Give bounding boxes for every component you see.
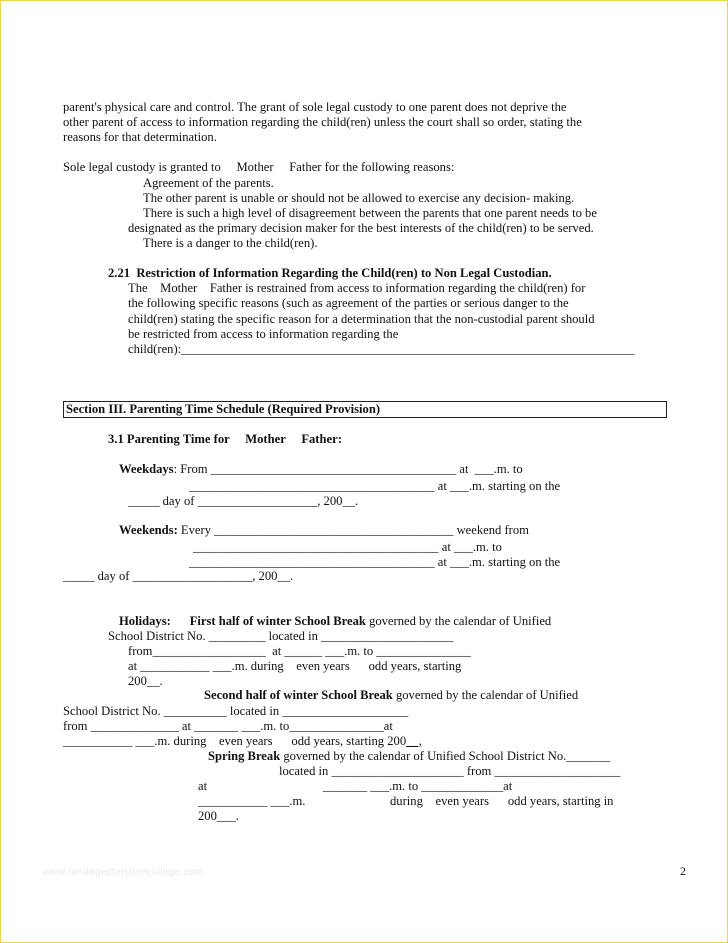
section-2-21-line: child(ren):________________________________________________________________________ <box>128 342 635 356</box>
weekdays-line-3: _____ day of ___________________, 200__. <box>128 494 359 508</box>
intro-line-3: reasons for that determination. <box>63 130 217 144</box>
weekends-line-1: Weekends: Every ______________________________________ weekend from <box>119 523 529 537</box>
winter1-line: at ___________ ___.m. during even years odd years, starting <box>128 659 462 673</box>
winter2-line: from ______________ at _______ ___.m. to_______________at <box>63 719 393 733</box>
section-3-title-box <box>63 401 667 418</box>
winter2-line: ___________ ___.m. during even years odd years, starting 200__, <box>63 734 422 748</box>
weekends-line-4: _____ day of ___________________, 200__. <box>63 569 294 583</box>
winter1-line: 200__. <box>128 674 163 688</box>
weekdays-label: Weekdays <box>119 462 174 476</box>
intro-line-2: other parent of access to information regarding the child(ren) unless the court shall so order, stating the <box>63 115 582 129</box>
reason-item: The other parent is unable or should not be allowed to exercise any decision- making. <box>143 191 575 205</box>
winter2-heading-line: Second half of winter School Break governed by the calendar of Unified <box>204 688 579 702</box>
section-2-21-line: child(ren) stating the specific reason for a determination that the non-custodial parent should <box>128 312 595 326</box>
section-3-1-heading: 3.1 Parenting Time for Mother Father: <box>108 432 342 446</box>
holidays-label: Holidays: <box>119 614 171 628</box>
winter1-line: from__________________ at ______ ___.m. to _______________ <box>128 644 471 658</box>
winter2-line: School District No. __________ located in ____________________ <box>63 704 409 718</box>
section-2-21-line: The Mother Father is restrained from access to information regarding the child(ren) for <box>128 281 586 295</box>
reason-item: There is such a high level of disagreement between the parents that one parent needs to be <box>143 206 597 220</box>
spring-heading-line: Spring Break governed by the calendar of Unified School District No._______ <box>208 749 611 763</box>
spring-line: 200___. <box>198 809 239 823</box>
winter-second-half-label: Second half of winter School Break <box>204 688 393 702</box>
spring-line: _______ ___.m. to _____________at <box>323 779 513 793</box>
holidays-line: Holidays: First half of winter School Break governed by the calendar of Unified <box>119 614 552 628</box>
spring-line: ___________ ___.m. <box>198 794 306 808</box>
spring-break-label: Spring Break <box>208 749 281 763</box>
weekends-line-3: _______________________________________ at ___.m. starting on the <box>189 555 561 569</box>
section-2-21-line: be restricted from access to information regarding the <box>128 327 399 341</box>
reason-item: Agreement of the parents. <box>143 176 274 190</box>
sole-custody-line: Sole legal custody is granted to Mother Father for the following reasons: <box>63 160 455 174</box>
spring-line: at <box>198 779 208 793</box>
winter-first-half-label: First half of winter School Break <box>189 614 366 628</box>
watermark: www.heritagechristiancollege.com <box>43 867 204 878</box>
intro-line-1: parent's physical care and control. The grant of sole legal custody to one parent does not deprive the <box>63 100 567 114</box>
section-2-21-heading: 2.21 Restriction of Information Regarding the Child(ren) to Non Legal Custodian. <box>108 266 552 280</box>
weekdays-line-1: Weekdays: From _______________________________________ at ___.m. to <box>119 462 523 476</box>
section-3-title: Section III. Parenting Time Schedule (Required Provision) <box>66 402 381 416</box>
reason-item: There is a danger to the child(ren). <box>143 236 318 250</box>
spring-line: located in _____________________ from ____________________ <box>279 764 621 778</box>
weekdays-line-2: _______________________________________ at ___.m. starting on the <box>189 479 561 493</box>
winter1-line: School District No. _________ located in _____________________ <box>108 629 454 643</box>
reason-item: designated as the primary decision maker for the best interests of the child(ren) to be served. <box>128 221 594 235</box>
spring-line: during even years odd years, starting in <box>390 794 614 808</box>
weekends-label: Weekends: <box>119 523 178 537</box>
page-number: 2 <box>680 864 686 878</box>
weekends-line-2: _______________________________________ at ___.m. to <box>193 540 502 554</box>
section-2-21-line: the following specific reasons (such as agreement of the parties or serious danger to the <box>128 296 569 310</box>
